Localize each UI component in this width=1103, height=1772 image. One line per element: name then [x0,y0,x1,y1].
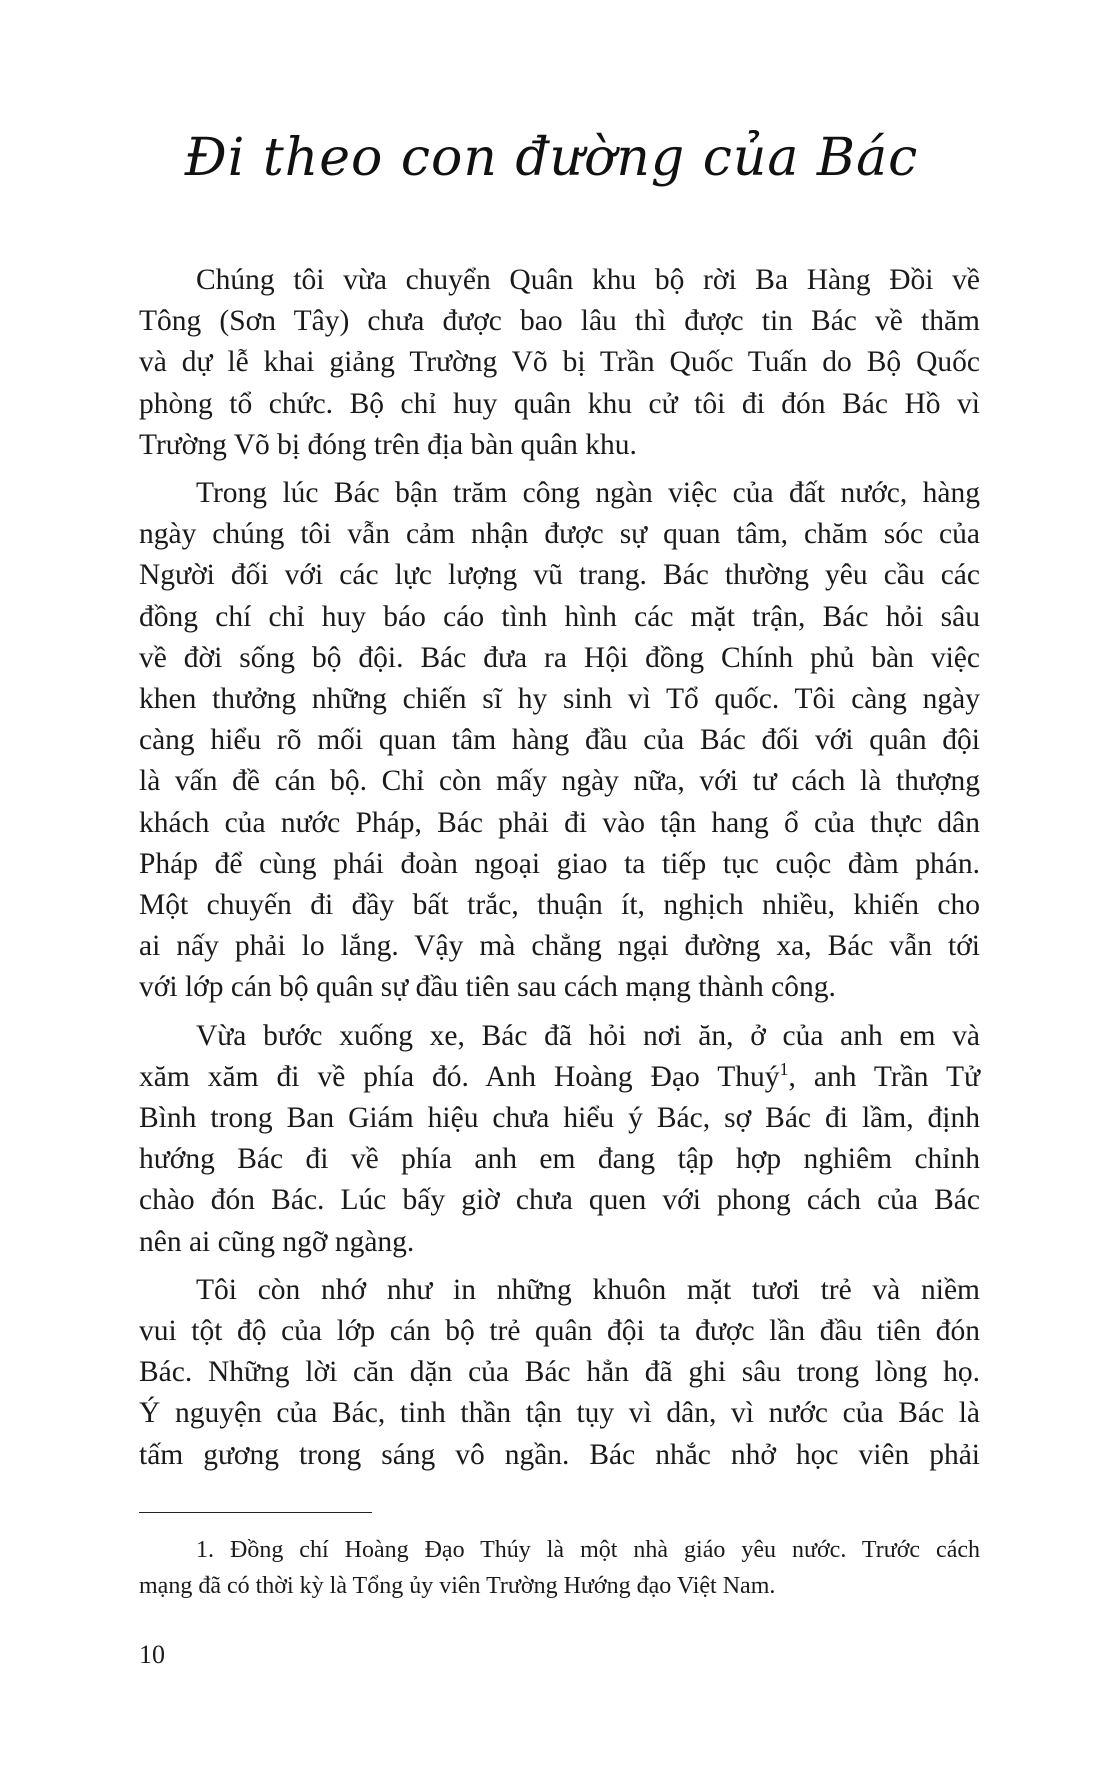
text-segment: xăm xăm đi về phía đó. Anh Hoàng Đạo Thuý [139,1060,780,1093]
text-line: ngày chúng tôi vẫn cảm nhận được sự quan tâm, chăm sóc của [139,518,980,551]
text-line: phòng tổ chức. Bộ chỉ huy quân khu cử tôi đi đón Bác Hồ vì [139,387,980,420]
text-line: với lớp cán bộ quân sự đầu tiên sau cách mạng thành công. [139,971,836,1004]
text-line: Trong lúc Bác bận trăm công ngàn việc của đất nước, hàng [196,477,980,510]
text-line: Trường Võ bị đóng trên địa bàn quân khu. [139,428,637,461]
text-line: hướng Bác đi về phía anh em đang tập hợp nghiêm chỉnh [139,1143,980,1176]
body-text [139,260,980,1483]
text-line: vui tột độ của lớp cán bộ trẻ quân đội ta được lần đầu tiên đón [139,1315,980,1348]
text-line: Ý nguyện của Bác, tinh thần tận tụy vì dân, vì nước của Bác là [139,1397,980,1430]
footnote [139,1532,980,1604]
paragraph-1 [139,260,980,466]
text-line: Tôi còn nhớ như in những khuôn mặt tươi trẻ và niềm [196,1273,980,1306]
text-line: Người đối với các lực lượng vũ trang. Bác thường yêu cầu các [139,559,980,592]
text-line: về đời sống bộ đội. Bác đưa ra Hội đồng Chính phủ bàn việc [139,641,980,674]
paragraph-3 [139,1016,980,1263]
paragraph-4 [139,1270,980,1476]
text-line: chào đón Bác. Lúc bấy giờ chưa quen với phong cách của Bác [139,1184,980,1217]
text-segment: , anh Trần Tử [788,1060,980,1093]
text-line: Pháp để cùng phái đoàn ngoại giao ta tiếp tục cuộc đàm phán. [139,847,980,880]
footnote-line: 1. Đồng chí Hoàng Đạo Thúy là một nhà giáo yêu nước. Trước cách [196,1537,980,1563]
text-line: Chúng tôi vừa chuyển Quân khu bộ rời Ba Hàng Đồi về [196,264,980,296]
text-line: và dự lễ khai giảng Trường Võ bị Trần Quốc Tuấn do Bộ Quốc [139,346,980,379]
footnote-reference[interactable]: 1 [779,1059,789,1080]
text-line: càng hiểu rõ mối quan tâm hàng đầu của Bác đối với quân đội [139,724,980,757]
text-line: khách của nước Pháp, Bác phải đi vào tận hang ổ của thực dân [139,806,980,839]
text-line: Tông (Sơn Tây) chưa được bao lâu thì được tin Bác về thăm [139,305,980,338]
paragraph-2 [139,473,980,1009]
text-line: Bình trong Ban Giám hiệu chưa hiểu ý Bác, sợ Bác đi lầm, định [139,1102,980,1135]
text-line: là vấn đề cán bộ. Chỉ còn mấy ngày nữa, với tư cách là thượng [139,765,980,798]
text-line: Một chuyến đi đầy bất trắc, thuận ít, nghịch nhiều, khiến cho [139,889,980,922]
chapter-title: Đi theo con đường của Bác [184,128,919,188]
text-line: Vừa bước xuống xe, Bác đã hỏi nơi ăn, ở của anh em và [196,1019,980,1052]
page-number: 10 [139,1640,165,1669]
text-line: nên ai cũng ngỡ ngàng. [139,1225,415,1258]
text-line: khen thưởng những chiến sĩ hy sinh vì Tổ quốc. Tôi càng ngày [139,683,980,716]
text-line: tấm gương trong sáng vô ngần. Bác nhắc nhở học viên phải [139,1438,980,1471]
footnote-line: mạng đã có thời kỳ là Tổng ủy viên Trường Hướng đạo Việt Nam. [139,1573,776,1599]
text-line: Bác. Những lời căn dặn của Bác hẳn đã ghi sâu trong lòng họ. [139,1356,980,1389]
footnote-divider [139,1512,372,1513]
text-line: đồng chí chỉ huy báo cáo tình hình các mặt trận, Bác hỏi sâu [139,600,980,633]
text-line-with-footnote [139,1057,980,1098]
text-line: ai nấy phải lo lắng. Vậy mà chẳng ngại đường xa, Bác vẫn tới [139,930,980,963]
